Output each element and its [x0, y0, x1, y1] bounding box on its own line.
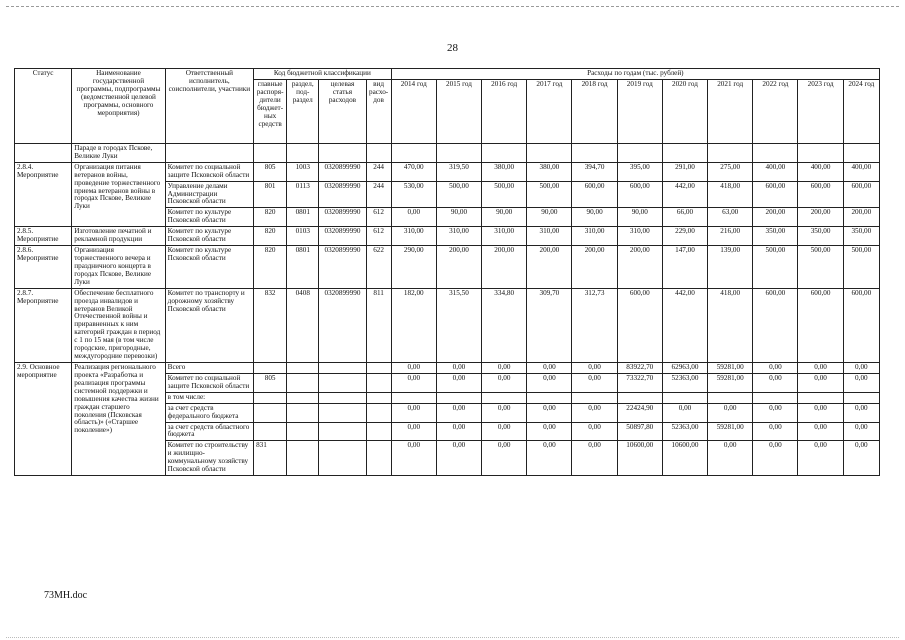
- empty-cell: [572, 143, 617, 162]
- page-number: 28: [447, 42, 458, 54]
- table-cell: 0,00: [527, 362, 572, 373]
- table-cell: 0,00: [391, 422, 436, 441]
- table-cell: 229,00: [662, 227, 707, 246]
- table-cell: 811: [366, 288, 391, 362]
- table-cell: 309,70: [527, 288, 572, 362]
- table-cell: 600,00: [843, 288, 879, 362]
- table-cell: 90,00: [617, 208, 662, 227]
- table-cell: 0,00: [436, 362, 481, 373]
- empty-cell: [319, 373, 366, 392]
- table-cell: 0103: [287, 227, 319, 246]
- table-cell: 90,00: [527, 208, 572, 227]
- table-cell: 334,80: [482, 288, 527, 362]
- empty-cell: [15, 143, 72, 162]
- table-cell: 395,00: [617, 162, 662, 181]
- col-year: 2019 год: [617, 79, 662, 143]
- table-cell: 0,00: [662, 403, 707, 422]
- empty-cell: [319, 392, 366, 403]
- table-cell: 0113: [287, 181, 319, 208]
- table-cell: 831: [254, 441, 287, 476]
- empty-cell: [287, 373, 319, 392]
- empty-cell: [254, 422, 287, 441]
- empty-cell: [287, 403, 319, 422]
- table-cell: 0,00: [843, 422, 879, 441]
- col-year: 2018 год: [572, 79, 617, 143]
- col-status: Статус: [15, 69, 72, 144]
- table-cell: 500,00: [482, 181, 527, 208]
- empty-cell: [436, 392, 481, 403]
- table-cell: 59281,00: [708, 362, 753, 373]
- empty-cell: [287, 422, 319, 441]
- page-top-rule: [6, 6, 899, 7]
- empty-cell: [798, 392, 843, 403]
- row-executor: Комитет по социальной защите Псковской области: [165, 162, 253, 181]
- table-cell: 600,00: [753, 288, 798, 362]
- footer-filename: 73МН.doc: [44, 590, 88, 601]
- table-cell: 820: [254, 246, 287, 289]
- table-cell: 350,00: [753, 227, 798, 246]
- row-status: 2.9. Основное мероприятие: [15, 362, 72, 475]
- col-year: 2020 год: [662, 79, 707, 143]
- empty-cell: [319, 403, 366, 422]
- table-cell: 0,00: [753, 403, 798, 422]
- table-cell: 600,00: [798, 288, 843, 362]
- table-cell: 50897,80: [617, 422, 662, 441]
- table-cell: 0,00: [436, 373, 481, 392]
- empty-cell: [366, 422, 391, 441]
- col-vr: вид расхо-дов: [366, 79, 391, 143]
- table-cell: 147,00: [662, 246, 707, 289]
- table-cell: 200,00: [482, 246, 527, 289]
- table-cell: 600,00: [753, 181, 798, 208]
- empty-cell: [319, 362, 366, 373]
- table-cell: 801: [254, 181, 287, 208]
- empty-cell: [165, 143, 253, 162]
- table-cell: 73322,70: [617, 373, 662, 392]
- table-cell: 59281,00: [708, 373, 753, 392]
- table-cell: 0,00: [482, 422, 527, 441]
- table-cell: 500,00: [798, 246, 843, 289]
- table-cell: 0320899990: [319, 181, 366, 208]
- empty-cell: [843, 143, 879, 162]
- table-cell: 0,00: [572, 441, 617, 476]
- table-cell: 310,00: [391, 227, 436, 246]
- table-cell: 310,00: [436, 227, 481, 246]
- table-cell: 200,00: [798, 208, 843, 227]
- empty-cell: [287, 143, 319, 162]
- empty-cell: [753, 392, 798, 403]
- col-razdel: раздел, под-раздел: [287, 79, 319, 143]
- empty-cell: [254, 362, 287, 373]
- table-cell: 59281,00: [708, 422, 753, 441]
- table-cell: 1003: [287, 162, 319, 181]
- empty-cell: [662, 143, 707, 162]
- table-cell: 200,00: [843, 208, 879, 227]
- table-cell: 380,00: [527, 162, 572, 181]
- empty-cell: [753, 143, 798, 162]
- row-status: 2.8.7. Мероприятие: [15, 288, 72, 362]
- table-cell: 0,00: [843, 362, 879, 373]
- table-cell: 0320899990: [319, 162, 366, 181]
- table-cell: 291,00: [662, 162, 707, 181]
- table-cell: 0,00: [753, 373, 798, 392]
- table-cell: 244: [366, 181, 391, 208]
- table-cell: 139,00: [708, 246, 753, 289]
- table-cell: 820: [254, 227, 287, 246]
- table-cell: 63,00: [708, 208, 753, 227]
- row-name: Обеспечение бесплатного проезда инвалидов и ветеранов Великой Отечественной войны и приравненных к ним категорий граждан в период с 1 по 15 мая (в том числе городские, пригородные, междугородние перевозки): [72, 288, 165, 362]
- empty-cell: [798, 143, 843, 162]
- col-year: 2023 год: [798, 79, 843, 143]
- table-cell: 0,00: [708, 403, 753, 422]
- empty-cell: [366, 403, 391, 422]
- expenses-table: [14, 68, 880, 476]
- table-cell: 315,50: [436, 288, 481, 362]
- table-cell: 622: [366, 246, 391, 289]
- table-row: [15, 362, 880, 373]
- row-name: Организация торжественного вечера и праздничного концерта в городах Пскове, Великие Луки: [72, 246, 165, 289]
- col-year: 2014 год: [391, 79, 436, 143]
- table-cell: 0,00: [391, 441, 436, 476]
- empty-cell: [319, 441, 366, 476]
- table-cell: 200,00: [436, 246, 481, 289]
- empty-cell: [572, 392, 617, 403]
- table-cell: 380,00: [482, 162, 527, 181]
- table-cell: 0,00: [798, 422, 843, 441]
- table-cell: 0,00: [753, 422, 798, 441]
- table-cell: 52363,00: [662, 422, 707, 441]
- table-cell: 0,00: [708, 441, 753, 476]
- table-cell: 200,00: [617, 246, 662, 289]
- table-cell: 200,00: [527, 246, 572, 289]
- table-cell: 319,50: [436, 162, 481, 181]
- table-cell: 612: [366, 227, 391, 246]
- table-cell: 182,00: [391, 288, 436, 362]
- empty-cell: [391, 143, 436, 162]
- table-cell: 470,00: [391, 162, 436, 181]
- table-row: [15, 162, 880, 181]
- table-row: [15, 246, 880, 289]
- table-cell: 83922,70: [617, 362, 662, 373]
- table-cell: 62963,00: [662, 362, 707, 373]
- row-executor: Комитет по социальной защите Псковской области: [165, 373, 253, 392]
- table-cell: 0,00: [798, 362, 843, 373]
- header-row-1: [15, 69, 880, 80]
- col-year: 2016 год: [482, 79, 527, 143]
- table-cell: 0,00: [798, 441, 843, 476]
- table-cell: 0,00: [843, 373, 879, 392]
- table-cell: 0,00: [572, 403, 617, 422]
- table-cell: 0,00: [753, 362, 798, 373]
- table-cell: 500,00: [527, 181, 572, 208]
- empty-cell: [366, 373, 391, 392]
- empty-cell: [319, 422, 366, 441]
- table-cell: 350,00: [798, 227, 843, 246]
- empty-cell: [527, 392, 572, 403]
- table-cell: 0,00: [843, 441, 879, 476]
- table-cell: 418,00: [708, 181, 753, 208]
- row-executor: Управление делами Администрации Псковской области: [165, 181, 253, 208]
- empty-cell: [843, 392, 879, 403]
- page-bottom-rule: [6, 637, 899, 638]
- empty-cell: [366, 362, 391, 373]
- row-executor: за счет средств областного бюджета: [165, 422, 253, 441]
- row-executor: Всего: [165, 362, 253, 373]
- table-cell: 10600,00: [617, 441, 662, 476]
- col-budget-code: Код бюджетной классификации: [254, 69, 392, 80]
- table-cell: 0,00: [572, 373, 617, 392]
- table-row-carry: [15, 143, 880, 162]
- table-cell: 0,00: [482, 362, 527, 373]
- col-year: 2017 год: [527, 79, 572, 143]
- table-cell: 832: [254, 288, 287, 362]
- table-cell: 805: [254, 373, 287, 392]
- empty-cell: [287, 392, 319, 403]
- table-cell: 90,00: [572, 208, 617, 227]
- table-cell: 200,00: [753, 208, 798, 227]
- table-cell: 310,00: [572, 227, 617, 246]
- table-cell: 0801: [287, 246, 319, 289]
- empty-cell: [287, 441, 319, 476]
- empty-cell: [708, 392, 753, 403]
- table-cell: 275,00: [708, 162, 753, 181]
- empty-cell: [254, 143, 287, 162]
- empty-cell: [391, 392, 436, 403]
- table-cell: 0,00: [527, 422, 572, 441]
- row-executor: Комитет по культуре Псковской области: [165, 246, 253, 289]
- table-cell: 0,00: [436, 441, 481, 476]
- col-grbs: главные распоря-дители бюджет-ных средств: [254, 79, 287, 143]
- table-cell: 600,00: [617, 181, 662, 208]
- row-executor: за счет средств федерального бюджета: [165, 403, 253, 422]
- table-cell: 0,00: [436, 403, 481, 422]
- table-cell: 0320899990: [319, 208, 366, 227]
- col-csr: целевая статья расходов: [319, 79, 366, 143]
- table-cell: 0,00: [572, 362, 617, 373]
- table-cell: 0,00: [572, 422, 617, 441]
- empty-cell: [662, 392, 707, 403]
- col-year: 2022 год: [753, 79, 798, 143]
- table-cell: 22424,90: [617, 403, 662, 422]
- table-cell: 0,00: [391, 403, 436, 422]
- table-cell: 0,00: [753, 441, 798, 476]
- table-cell: 418,00: [708, 288, 753, 362]
- empty-cell: [527, 143, 572, 162]
- empty-cell: [436, 143, 481, 162]
- table-cell: 310,00: [527, 227, 572, 246]
- row-executor: Комитет по транспорту и дорожному хозяйству Псковской области: [165, 288, 253, 362]
- table-cell: 600,00: [843, 181, 879, 208]
- table-cell: 0801: [287, 208, 319, 227]
- empty-cell: [254, 392, 287, 403]
- table-cell: 0320899990: [319, 288, 366, 362]
- table-cell: 442,00: [662, 181, 707, 208]
- table-cell: 400,00: [798, 162, 843, 181]
- table-cell: 310,00: [617, 227, 662, 246]
- table-cell: 10600,00: [662, 441, 707, 476]
- table-cell: 394,70: [572, 162, 617, 181]
- empty-cell: [482, 392, 527, 403]
- table-cell: 442,00: [662, 288, 707, 362]
- empty-cell: [366, 143, 391, 162]
- table-cell: 0,00: [391, 208, 436, 227]
- table-cell: 600,00: [798, 181, 843, 208]
- table-cell: 0,00: [391, 362, 436, 373]
- col-executor: Ответственный исполнитель, соисполнители, участники: [165, 69, 253, 144]
- row-name: Организация питания ветеранов войны, проведение торжественного приема ветеранов войны в городах Пскове, Великие Луки: [72, 162, 165, 226]
- table-cell: 0,00: [527, 441, 572, 476]
- table-cell: 0,00: [527, 373, 572, 392]
- table-cell: 0,00: [391, 373, 436, 392]
- row-executor: Комитет по строительству и жилищно-коммунальному хозяйству Псковской области: [165, 441, 253, 476]
- table-cell: 0,00: [482, 441, 527, 476]
- empty-cell: [254, 403, 287, 422]
- empty-cell: [319, 143, 366, 162]
- table-cell: 216,00: [708, 227, 753, 246]
- row-status: 2.8.4. Мероприятие: [15, 162, 72, 226]
- row-executor: Комитет по культуре Псковской области: [165, 208, 253, 227]
- table-cell: 0,00: [482, 373, 527, 392]
- row-status: 2.8.5. Мероприятие: [15, 227, 72, 246]
- row-name: Параде в городах Пскове, Великие Луки: [72, 143, 165, 162]
- row-name: Изготовление печатной и рекламной продукции: [72, 227, 165, 246]
- table-cell: 290,00: [391, 246, 436, 289]
- table-cell: 350,00: [843, 227, 879, 246]
- table-cell: 244: [366, 162, 391, 181]
- table-cell: 0,00: [843, 403, 879, 422]
- empty-cell: [287, 362, 319, 373]
- row-status: 2.8.6. Мероприятие: [15, 246, 72, 289]
- table-cell: 0,00: [482, 403, 527, 422]
- table-cell: 0,00: [527, 403, 572, 422]
- col-name: Наименование государственной программы, подпрограммы (ведомственной целевой программы, основного мероприятия): [72, 69, 165, 144]
- table-cell: 500,00: [843, 246, 879, 289]
- table-cell: 66,00: [662, 208, 707, 227]
- row-name: Реализация регионального проекта «Разработка и реализация программы системной поддержки и повышения качества жизни граждан старшего поколения (Псковская область)» («Старшее поколение»): [72, 362, 165, 475]
- table-cell: 0320899990: [319, 227, 366, 246]
- row-executor: Комитет по культуре Псковской области: [165, 227, 253, 246]
- table-cell: 310,00: [482, 227, 527, 246]
- table-cell: 612: [366, 208, 391, 227]
- empty-cell: [617, 392, 662, 403]
- col-expenses: Расходы по годам (тыс. рублей): [391, 69, 879, 80]
- table-cell: 500,00: [753, 246, 798, 289]
- table-cell: 52363,00: [662, 373, 707, 392]
- table-cell: 820: [254, 208, 287, 227]
- empty-cell: [708, 143, 753, 162]
- row-executor: в том числе:: [165, 392, 253, 403]
- empty-cell: [482, 143, 527, 162]
- table-cell: 312,73: [572, 288, 617, 362]
- table-cell: 90,00: [436, 208, 481, 227]
- table-row: [15, 288, 880, 362]
- table-cell: 600,00: [572, 181, 617, 208]
- table-cell: 0,00: [436, 422, 481, 441]
- table-cell: 0,00: [798, 403, 843, 422]
- col-year: 2024 год: [843, 79, 879, 143]
- table-cell: 0320899990: [319, 246, 366, 289]
- table-cell: 530,00: [391, 181, 436, 208]
- table-cell: 0,00: [798, 373, 843, 392]
- table-cell: 200,00: [572, 246, 617, 289]
- col-year: 2015 год: [436, 79, 481, 143]
- table-cell: 500,00: [436, 181, 481, 208]
- table-row: [15, 227, 880, 246]
- table-cell: 805: [254, 162, 287, 181]
- empty-cell: [366, 392, 391, 403]
- col-year: 2021 год: [708, 79, 753, 143]
- table-cell: 0408: [287, 288, 319, 362]
- table-cell: 600,00: [617, 288, 662, 362]
- table-cell: 400,00: [843, 162, 879, 181]
- table-cell: 90,00: [482, 208, 527, 227]
- empty-cell: [366, 441, 391, 476]
- table-cell: 400,00: [753, 162, 798, 181]
- empty-cell: [617, 143, 662, 162]
